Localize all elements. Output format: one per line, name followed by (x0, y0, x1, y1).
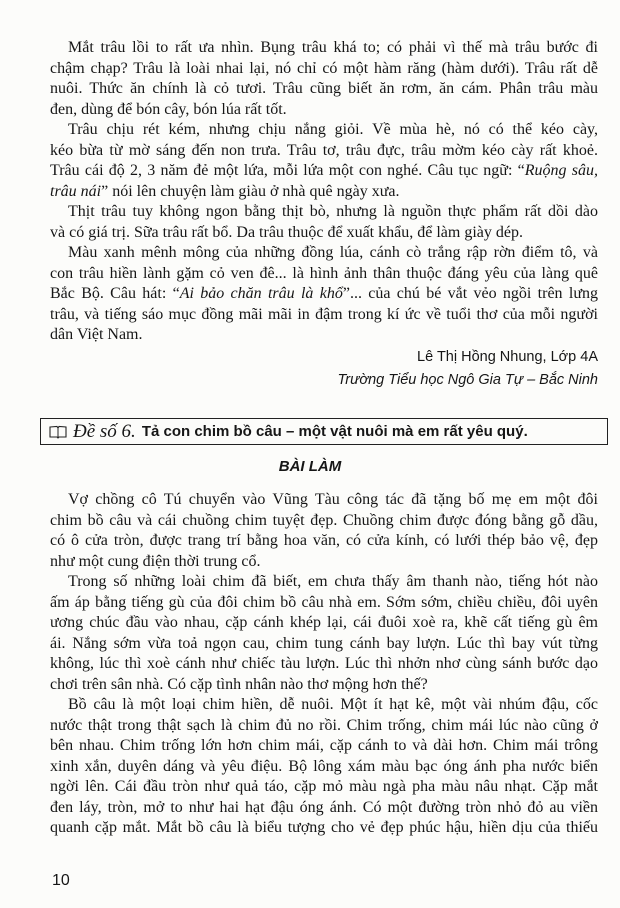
text-segment: Trâu chịu rét kém, nhưng chịu nắng giỏi. Về mùa hè, nó có thể kéo cày, (68, 121, 598, 138)
text-line (50, 38, 598, 59)
author-school: Trường Tiểu học Ngô Gia Tự – Bắc Ninh (337, 372, 598, 388)
italic-quote: Ai bảo chăn trâu là khổ (179, 285, 343, 302)
text-line (50, 654, 598, 675)
text-line (50, 305, 598, 326)
essay-part-2 (50, 490, 598, 839)
paragraph (50, 490, 598, 572)
book-icon (49, 425, 67, 439)
text-segment: ấm áp bằng tiếng gù của đôi chim bồ câu nhà em. Sớm sớm, chiều chiều, đôi uyên (50, 593, 598, 611)
text-line (50, 284, 598, 305)
text-line (50, 511, 598, 532)
text-line (50, 100, 598, 121)
text-segment: chơi trên sân nhà. Có cặp tình nhân nào thơ mộng hơn thế? (50, 675, 428, 693)
text-line (50, 572, 598, 593)
text-segment: nuôi. Thức ăn chính là cỏ tươi. Trâu cũng biết ăn rơm, ăn cám. Phân trâu màu (50, 80, 598, 97)
text-segment: trâu, và tiếng sáo mục đồng mãi mãi in đậm trong kí ức về tuổi thơ của mỗi người (50, 305, 598, 323)
text-segment: ” nói lên chuyện làm giàu ở nhà quê ngày xưa. (101, 182, 400, 200)
text-segment: Màu xanh mênh mông của những đồng lúa, cánh cò trắng rập rờn điểm tô, và (68, 244, 598, 261)
text-line (50, 202, 598, 223)
text-line (50, 695, 598, 716)
text-line (50, 79, 598, 100)
text-segment: đen láy, tròn, mở to như hai hạt đậu óng ánh. Có một đường tròn nhỏ đỏ au viền (50, 798, 598, 816)
text-segment: Vợ chồng cô Tú chuyển vào Vũng Tàu công tác đã tặng bố mẹ em một đôi (68, 491, 598, 508)
paragraph (50, 120, 598, 202)
text-segment: Trong số những loài chim đã biết, em chưa thấy âm thanh nào, tiếng hót nào (68, 573, 598, 590)
text-line (50, 264, 598, 285)
text-segment: và có giá trị. Sữa trâu rất bổ. Da trâu thuộc để xuất khẩu, để làm giày dép. (50, 223, 523, 241)
text-segment: con trâu hiền lành gặm cỏ ven đê... là hình ảnh thân thuộc đáng yêu của làng quê (50, 264, 598, 282)
text-line (50, 161, 598, 182)
text-line (50, 818, 598, 839)
text-line (50, 716, 598, 737)
paragraph (50, 243, 598, 346)
text-line (50, 223, 598, 244)
text-segment: như một cung điện thời trung cổ. (50, 552, 261, 570)
text-line (50, 593, 598, 614)
paragraph (50, 572, 598, 695)
task-number: Đề số 6. (73, 420, 136, 442)
task-title: Tả con chim bồ câu – một vật nuôi mà em rất yêu quý. (141, 423, 528, 440)
text-line (50, 490, 598, 511)
text-line (50, 613, 598, 634)
text-segment: Bồ câu là một loại chim hiền, dễ nuôi. Một ít hạt kê, một vài nhúm đậu, cốc (68, 696, 598, 713)
text-segment: Mắt trâu lồi to rất ưa nhìn. Bụng trâu khá to; có phải vì thế mà trâu bước đi (68, 39, 598, 56)
text-segment: chim bồ câu và cái chuồng chim tuyệt đẹp. Chuồng chim được đóng bằng gỗ dầu, (50, 511, 598, 529)
text-segment: có ô cửa tròn, được trang trí bằng hoa văn, có cửa kính, có lưới thép bảo vệ, đẹp (50, 532, 598, 549)
text-segment: không, lúc thì xoè cánh như chiếc tàu lượn. Lúc thì nhởn nhơ cùng sánh bước dạo (50, 655, 598, 672)
paragraph (50, 38, 598, 120)
author-name: Lê Thị Hồng Nhung, Lớp 4A (417, 349, 598, 365)
text-segment: dân Việt Nam. (50, 326, 143, 343)
text-line (50, 798, 598, 819)
text-segment: xinh xắn, duyên dáng và yêu điệu. Bộ lông xám màu bạc óng ánh pha nước biển (50, 757, 598, 775)
text-segment: bên nhau. Chim trống lớn hơn chim mái, cặp cánh to và dài hơn. Chim mái trông (50, 737, 598, 754)
paragraph (50, 202, 598, 243)
text-segment: nước thật trong thật sạch là chim đủ no rồi. Chim trống, chim mái lúc nào cũng ở (50, 716, 598, 734)
text-line (50, 757, 598, 778)
text-segment: Thịt trâu tuy không ngon bằng thịt bò, nhưng là nguồn thực phẩm rất dồi dào (68, 203, 598, 220)
text-segment: kéo bừa từ mờ sáng đến non trưa. Trâu tơ, trâu đực, trâu mờm kéo cày rất khoẻ. (50, 141, 598, 159)
text-segment: quanh cặp mắt. Mắt bồ câu là biểu tượng cho vẻ đẹp phúc hậu, hiền dịu của thiếu (50, 819, 598, 836)
text-line (50, 634, 598, 655)
paragraph (50, 695, 598, 839)
text-segment: chậm chạp? Trâu là loài nhai lại, nó chỉ có một hàm răng (hàm dưới). Trâu rất dễ (50, 59, 598, 77)
task-box (40, 418, 608, 445)
text-line (50, 120, 598, 141)
text-segment: Bắc Bộ. Câu hát: “ (50, 285, 180, 302)
text-line (50, 141, 598, 162)
text-line (50, 59, 598, 80)
text-line (50, 736, 598, 757)
text-line (50, 182, 598, 203)
text-segment: ương chúc đầu vào nhau, cặp cánh khép lại, cái đuôi xoè ra, khẽ cất tiếng gù êm (50, 614, 598, 631)
page-number: 10 (52, 872, 70, 889)
text-segment: ngời lên. Cái đầu tròn như quả táo, cặp mỏ màu ngà pha màu nâu nhạt. Cặp mắt (50, 778, 598, 795)
text-segment: Trâu cái độ 2, 3 năm đẻ một lứa, mỗi lứa một con nghé. Câu tục ngữ: “ (50, 162, 525, 179)
text-line (50, 531, 598, 552)
section-heading: BÀI LÀM (278, 458, 342, 475)
text-line (50, 552, 598, 573)
italic-quote: Ruộng sâu, (524, 162, 598, 179)
italic-quote: trâu nái (50, 182, 102, 200)
text-line (50, 325, 598, 346)
text-line (50, 243, 598, 264)
text-segment: đen, dùng để bón cây, bón lúa rất tốt. (50, 100, 287, 118)
text-segment: ái. Nắng sớm vừa toả ngọn cau, chim tung cánh bay lượn. Lúc thì bay vút từng (50, 634, 598, 652)
essay-part-1 (50, 38, 598, 346)
text-line (50, 777, 598, 798)
text-line (50, 675, 598, 696)
text-segment: ”... của chú bé vắt vẻo ngồi trên lưng (342, 285, 598, 302)
